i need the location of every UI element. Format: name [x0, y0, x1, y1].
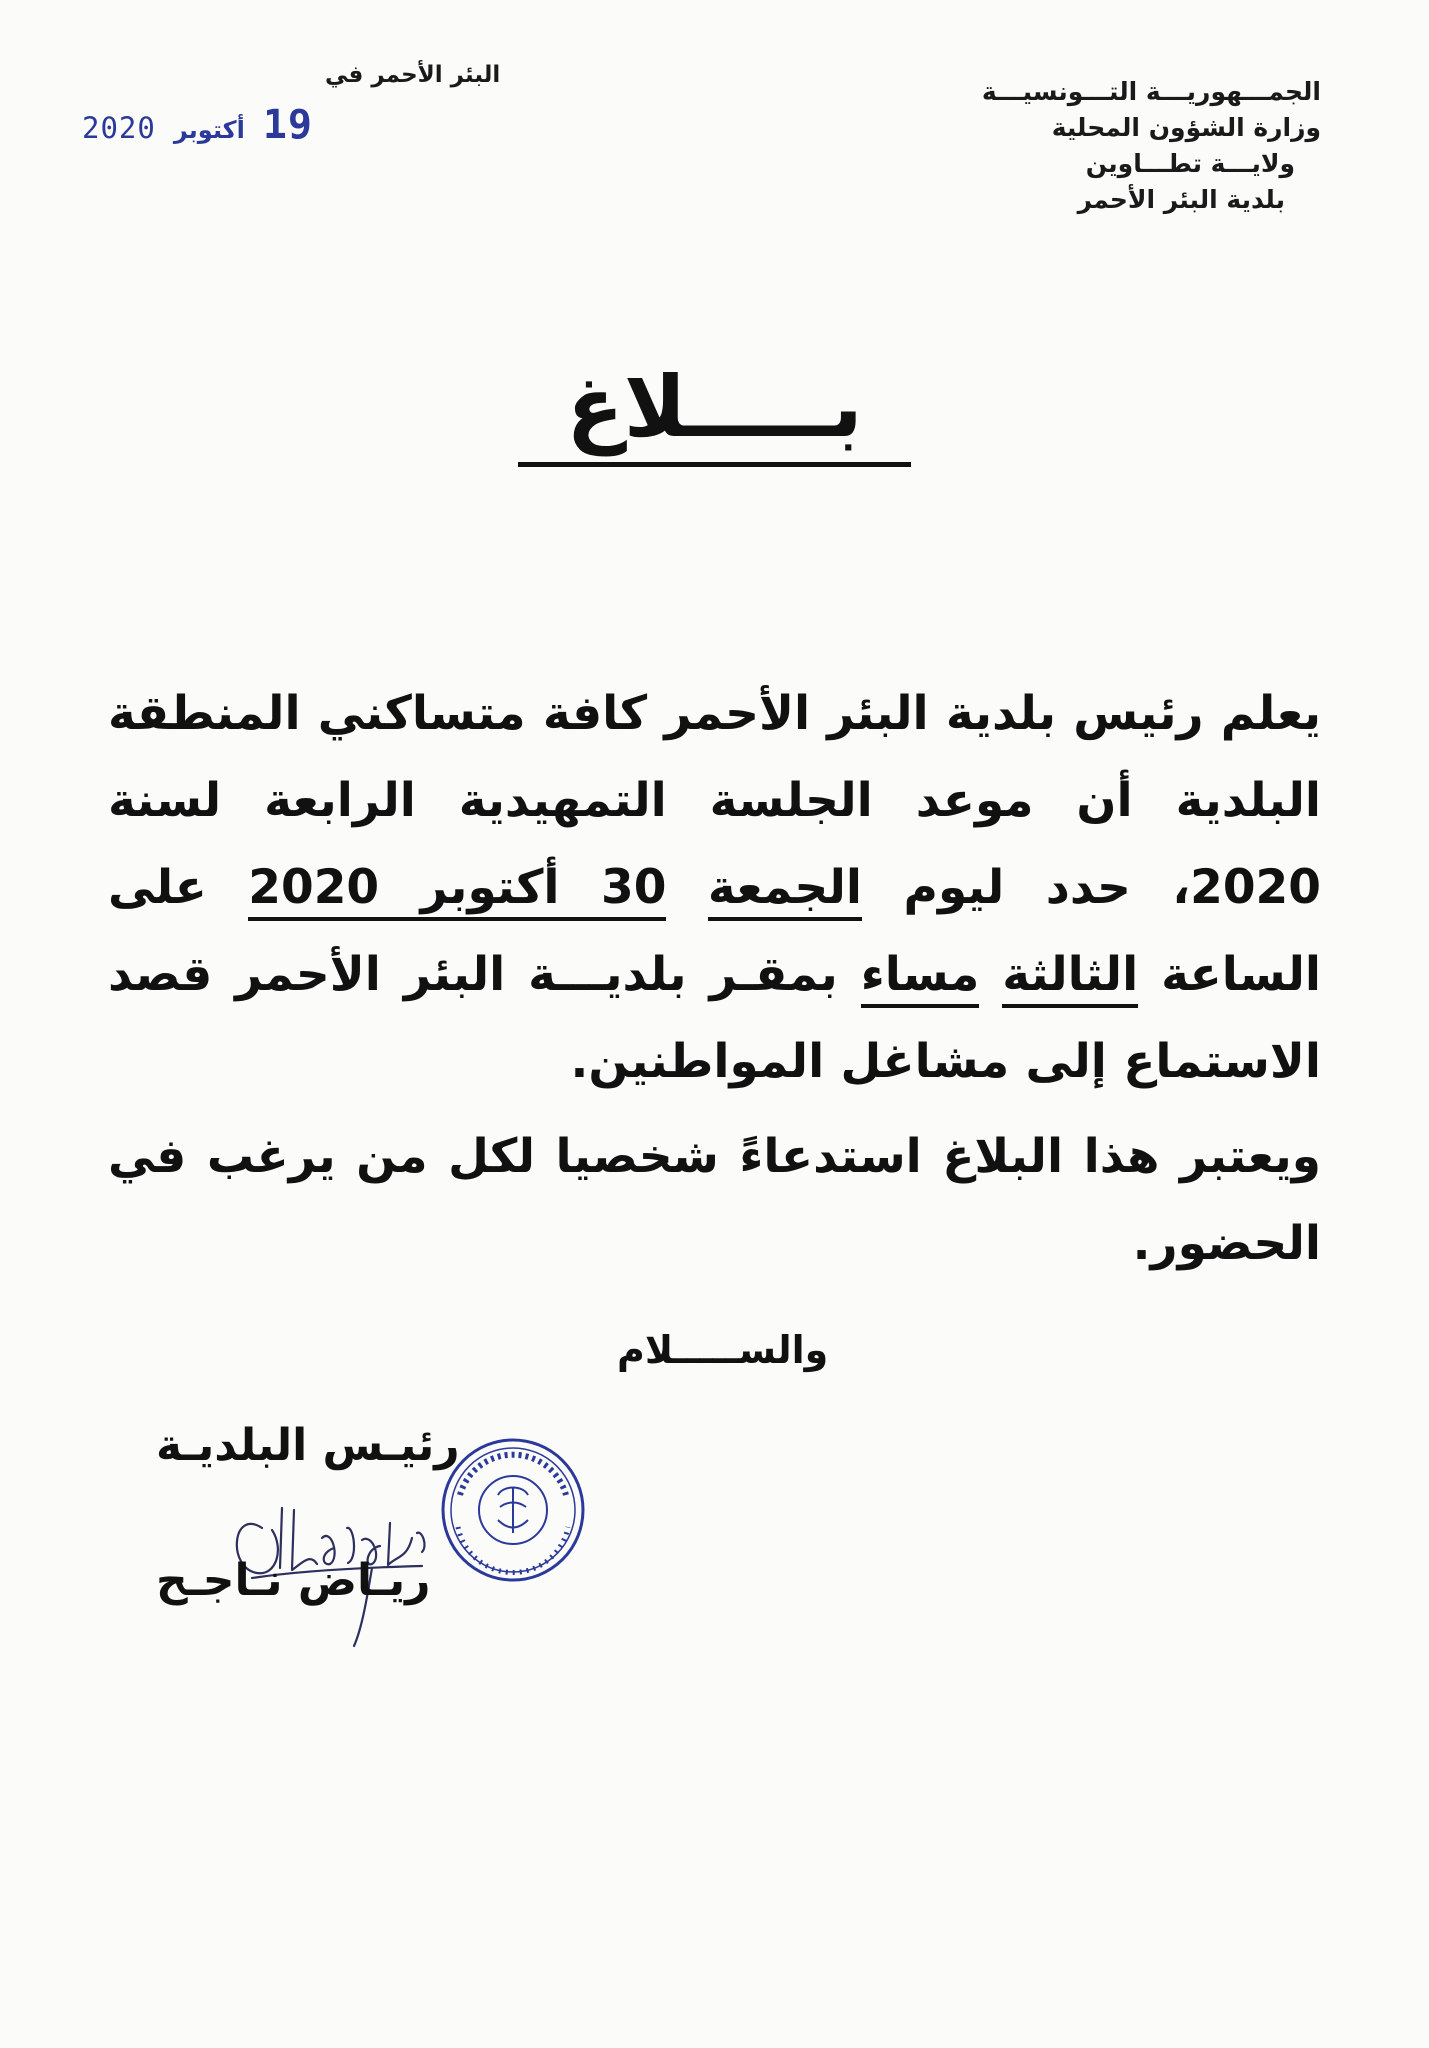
date-stamp-year: 2020	[82, 111, 156, 145]
date-stamp-month: أكتوبر	[173, 116, 245, 144]
paragraph-2: ويعتبر هذا البلاغ استدعاءً شخصيا لكل من يرغب في الحضور.	[108, 1129, 1321, 1271]
meeting-date: 30 أكتوبر 2020	[248, 860, 666, 921]
signatory-title: رئيـس البلديـة	[156, 1420, 460, 1471]
date-stamp-day: 19	[262, 102, 313, 148]
evening-word: مساء	[861, 947, 980, 1008]
signatory-name: ريـاض نـاجـح	[156, 1555, 431, 1606]
paragraph-1	[108, 670, 1321, 1105]
letterhead	[982, 74, 1321, 218]
date-stamp	[82, 102, 313, 148]
document-title	[0, 358, 1429, 456]
announcement-body	[108, 670, 1321, 1287]
republic-line: الجمـــهوريـــة التـــونسيـــة	[981, 77, 1321, 106]
body-line-1: يعلم رئيس بلدية البئر الأحمر كافة متساكني المنطقة البلدية أن موعد الجلسة التمهيدية الرابعة لسنة 2020، حدد ليوم	[108, 686, 1321, 915]
on-hour-text: على الساعة	[108, 860, 1321, 1002]
governorate-line: ولايـــة تطـــاوين	[1085, 149, 1295, 178]
closing-salutation: والســـــلام	[617, 1328, 829, 1372]
weekday: الجمعة	[708, 860, 862, 921]
dateline-place: البئر الأحمر في	[325, 62, 501, 88]
meeting-hour: الثالثة	[1002, 947, 1138, 1008]
ministry-line: وزارة الشؤون المحلية	[1051, 113, 1321, 142]
official-seal	[438, 1435, 588, 1585]
title-text: بـــــلاغ	[518, 358, 910, 467]
municipality-line: بلدية البئر الأحمر	[1077, 185, 1285, 214]
body-line-end: بمقـر بلديـــة البئر الأحمر قصد الاستماع إلى مشاغل المواطنين.	[108, 947, 1321, 1089]
